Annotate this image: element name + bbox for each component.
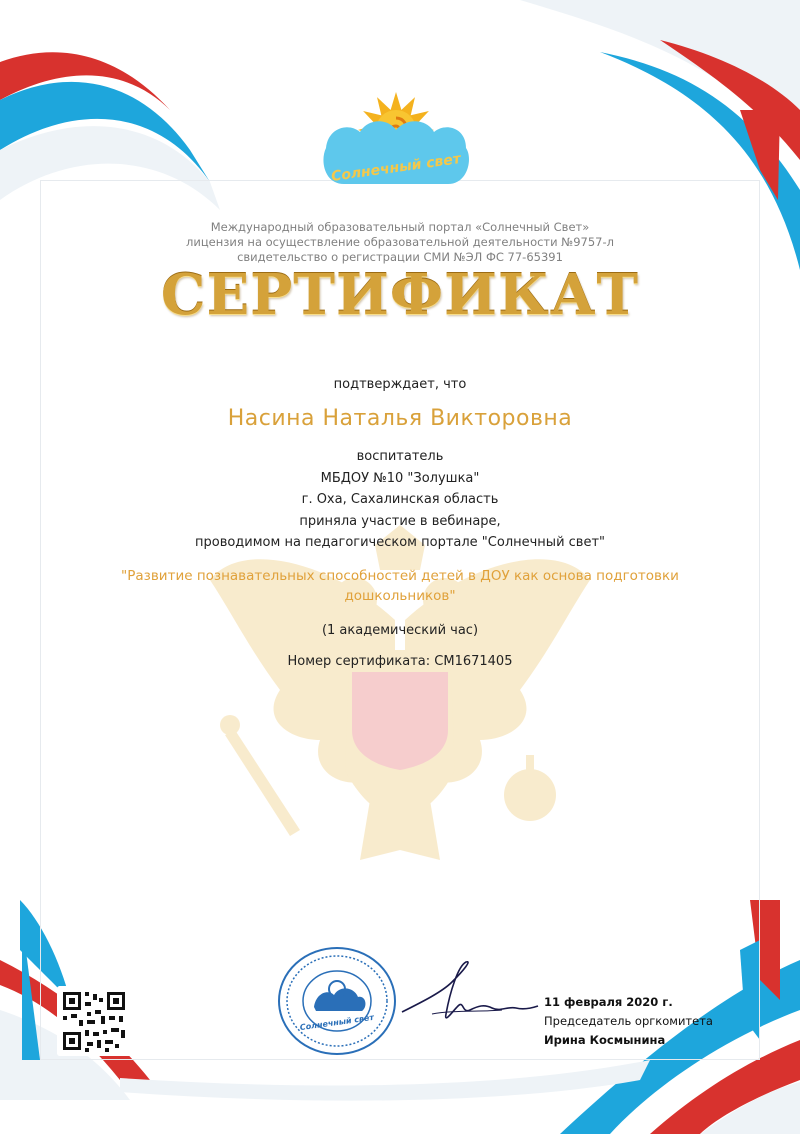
webinar-title: "Развитие познавательных способностей детей в ДОУ как основа подготовки дошкольников": [121, 568, 679, 604]
seal-icon: [276, 945, 398, 1057]
portal-line-license: лицензия на осуществление образовательной деятельности №9757-л: [186, 235, 614, 249]
portal-line-name: Международный образовательный портал «Солнечный Свет»: [210, 220, 590, 234]
signer-role: Председатель оргкомитета: [544, 1014, 713, 1028]
certificate-title: СЕРТИФИКАТ: [160, 262, 640, 328]
signature-block: [544, 993, 764, 1050]
recipient-details: [80, 446, 720, 554]
participation-text: приняла участие в вебинаре,: [299, 513, 501, 529]
confirms-text: подтверждает, что: [333, 377, 467, 392]
portal-line-registration: свидетельство о регистрации СМИ №ЭЛ ФС 77-65391: [237, 250, 563, 264]
signer-name: Ирина Космынина: [544, 1033, 666, 1047]
issue-date: 11 февраля 2020 г.: [544, 995, 673, 1009]
recipient-organization: МБДОУ №10 "Золушка": [320, 470, 480, 486]
sun-logo-icon: [318, 88, 474, 198]
recipient-position: воспитатель: [356, 449, 444, 464]
signature-icon: [392, 952, 542, 1032]
certificate-number: Номер сертификата: СМ1671405: [287, 654, 513, 669]
recipient-location: г. Оха, Сахалинская область: [301, 492, 499, 507]
held-text: проводимом на педагогическом портале "Солнечный свет": [194, 535, 606, 550]
recipient-name: Насина Наталья Викторовна: [227, 406, 573, 431]
logo-name-text: Солнечный свет: [330, 150, 462, 186]
academic-hours: (1 академический час): [321, 623, 479, 638]
qr-code-icon: [57, 986, 135, 1056]
portal-info: [160, 220, 640, 265]
seal-text: Солнечный свет: [299, 1012, 375, 1033]
